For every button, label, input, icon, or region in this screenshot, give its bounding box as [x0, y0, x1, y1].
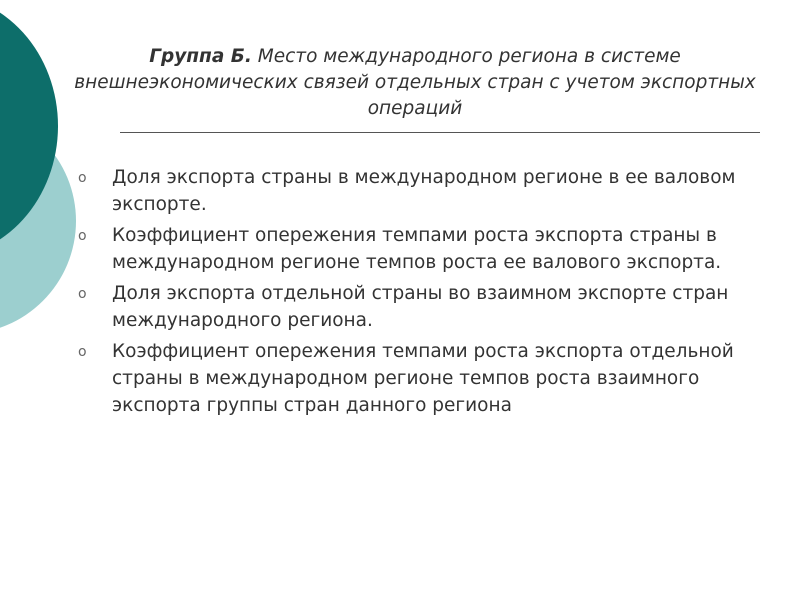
list-item — [78, 338, 758, 419]
title-rest: Место международного региона в системе внешнеэкономических связей отдельных стран с учетом экспортных операций — [74, 46, 756, 119]
title-lead: Группа Б. — [149, 46, 252, 67]
slide-title — [60, 44, 770, 122]
list-item — [78, 222, 758, 276]
list-item — [78, 280, 758, 334]
list-item-text: Доля экспорта страны в международном регионе в ее валовом экспорте. — [112, 167, 736, 215]
bullet-icon: o — [78, 344, 87, 360]
list-item-text: Доля экспорта отдельной страны во взаимном экспорте стран международного региона. — [112, 283, 729, 331]
list-item — [78, 164, 758, 218]
title-divider — [120, 132, 760, 133]
bullet-icon: o — [78, 228, 87, 244]
list-item-text: Коэффициент опережения темпами роста экспорта страны в международном регионе темпов роста ее валового экспорта. — [112, 225, 722, 273]
bullet-list — [78, 164, 758, 423]
bullet-icon: o — [78, 286, 87, 302]
list-item-text: Коэффициент опережения темпами роста экспорта отдельной страны в международном регионе темпов роста взаимного экспорта группы стран данного региона — [112, 341, 734, 416]
bullet-icon: o — [78, 170, 87, 186]
